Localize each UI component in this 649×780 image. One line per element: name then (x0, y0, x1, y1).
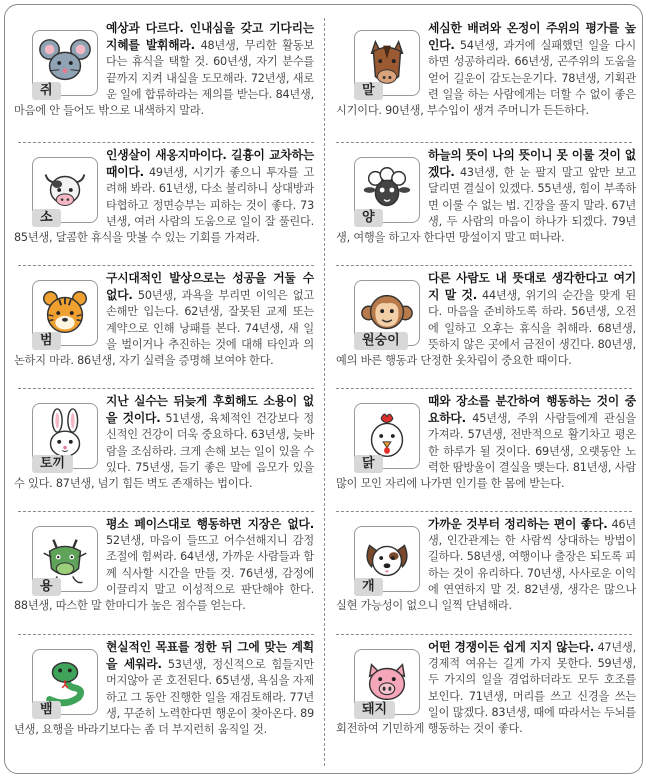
animal-label: 토끼 (32, 455, 73, 473)
fortune-headline: 가까운 것부터 정리하는 편이 좋다. (428, 517, 608, 531)
fortune-card-horse (336, 20, 636, 140)
row-divider (18, 142, 314, 143)
fortune-card-pig (336, 639, 636, 759)
fortune-headline: 지난 실수는 뒤늦게 후회해도 소용이 없을 것이다. (106, 394, 314, 426)
fortune-card-ox (14, 147, 314, 267)
fortune-body: 45년생, 주위 사람들에게 관심을 가져라. 57년생, 전반적으로 활기차고 평온한 하루가 될 것이다. 69년생, 오랫동안 노력한 땀방울이 결실을 맺는다. 81년생, 사람 많이 모인 자리에 나가면 인기를 한 몸에 받는다. (336, 412, 636, 491)
fortune-headline: 평소 페이스대로 행동하면 지장은 없다. (106, 517, 314, 531)
animal-label: 뱀 (32, 701, 61, 719)
fortune-body: 54년생, 과거에 실패했던 일을 다시 하면 성공하리라. 66년생, 곤주위의 도움을 얻어 길운이 감도는운기다. 78년생, 기획관련 일을 하는 사람에게는 더할 수 없이 좋은 시기이다. 90년생, 부수입이 생겨 주머니가 든든하다. (336, 39, 636, 118)
fortune-headline: 현실적인 목표를 정한 뒤 그에 맞는 계획을 세워라. (106, 640, 314, 672)
fortune-body: 47년생, 경제적 여유는 길게 가지 못한다. 59년생, 두 가지의 일을 겸업하더라도 모두 호조를 보인다. 71년생, 머리를 쓰고 신경을 쓰는 일이 많겠다. 83년생, 때에 따라서는 두뇌를 회전하여 기민하게 행동하는 것이 좋다. (336, 641, 636, 736)
animal-label: 돼지 (354, 701, 395, 719)
animal-label: 닭 (354, 455, 383, 473)
fortune-body: 43년생, 한 눈 팔지 말고 앞만 보고 달리면 결실이 있겠다. 55년생, 힘이 부족하면 이룰 수 없는 법. 긴장을 풀지 말라. 67년생, 두 사람의 마음이 하나가 되겠다. 79년생, 여행을 하고자 한다면 망설이지 말고 떠나라. (336, 166, 636, 245)
animal-label: 양 (354, 209, 383, 227)
animal-label: 말 (354, 82, 383, 100)
fortune-body: 44년생, 위기의 순간을 맞게 된다. 마음을 준비하도록 하라. 56년생, 오전에 일하고 오후는 휴식을 취해라. 68년생, 뜻하지 않은 곳에서 금전이 생긴다. 80년생, 예의 바른 행동과 단정한 옷차림이 중요한 때이다. (336, 289, 636, 368)
fortune-body: 52년생, 마음이 들뜨고 어수선해지니 감정 조절에 힘써라. 64년생, 가까운 사람들과 함께 식사할 시간을 만들 것. 76년생, 감정에 이끌리지 말고 이성적으로 판단해야 한다. 88년생, 따스한 말 한마디가 높은 점수를 얻는다. (14, 534, 314, 613)
animal-label: 쥐 (32, 82, 61, 100)
animal-label: 개 (354, 578, 383, 596)
fortune-card-rooster (336, 393, 636, 513)
fortune-headline: 구시대적인 발상으로는 성공을 거둘 수 없다. (106, 271, 314, 303)
fortune-card-sheep (336, 147, 636, 267)
fortune-headline: 어떤 경쟁이든 쉽게 지지 않는다. (428, 640, 595, 654)
fortune-headline: 때와 장소를 분간하여 행동하는 것이 중요하다. (428, 394, 636, 426)
animal-label: 용 (32, 578, 61, 596)
animal-label: 범 (32, 332, 61, 350)
fortune-card-rat (14, 20, 314, 140)
fortune-body: 46년생, 인간관계는 한 사람씩 상대하는 방법이 길하다. 58년생, 여행이나 출장은 되도록 피하는 것이 유리하다. 70년생, 사사로운 이익에 연연하지 말 것. 82년생, 생각은 많으나 실현 가능성이 없으니 일찍 단념해라. (336, 518, 636, 613)
column-divider (324, 18, 325, 766)
fortune-card-snake (14, 639, 314, 759)
fortune-headline: 예상과 다르다. 인내심을 갖고 기다리는 지혜를 발휘해라. (106, 21, 314, 53)
fortune-card-tiger (14, 270, 314, 390)
fortune-body: 49년생, 시기가 좋으니 투자를 고려해 봐라. 61년생, 다소 불리하니 상대방과 타협하고 정면승부는 피하는 것이 좋다. 73년생, 여러 사람의 도움으로 일이 잘 풀린다. 85년생, 달콤한 휴식을 맛볼 수 있는 기회를 가져라. (14, 166, 314, 245)
fortune-card-monkey (336, 270, 636, 390)
fortune-body: 48년생, 무리한 활동보다는 휴식을 택할 것. 60년생, 자기 분수를 끝까지 지켜 내실을 도모해라. 72년생, 새로운 일에 합류하라는 제의를 받는다. 84년생, 마음에 안 들어도 밖으로 내색하지 말라. (14, 39, 314, 118)
fortune-headline: 세심한 배려와 온정이 주위의 평가를 높인다. (428, 21, 636, 53)
fortune-headline: 하늘의 뜻이 나의 뜻이니 못 이룰 것이 없겠다. (428, 148, 636, 180)
fortune-body: 51년생, 육체적인 건강보다 정신적인 건강이 더욱 중요하다. 63년생, 늦바람을 조심하라. 크게 손해 보는 일이 있을 수 있다. 75년생, 듣기 좋은 말에 음모가 있을 수 있다. 87년생, 넘기 힘든 벽도 존재하는 법이다. (14, 412, 315, 491)
fortune-headline: 다른 사람도 내 뜻대로 생각한다고 여기지 말 것. (428, 271, 636, 303)
fortune-body: 53년생, 정신적으로 힘들지만 머지않아 곧 호전된다. 65년생, 욕심을 자제하고 그 동안 진행한 일을 재검토해라. 77년생, 꾸준히 노력한다면 행운이 찾아온다. 89년생, 요행을 바라기보다는 좀 더 부지런히 움직일 것. (14, 658, 314, 737)
row-divider (336, 142, 632, 143)
fortune-card-dog (336, 516, 636, 636)
fortune-body: 50년생, 과욕을 부리면 이익은 없고 손해만 입는다. 62년생, 잘못된 교제 또는 계약으로 인해 낭패를 본다. 74년생, 새 일을 벌이거나 추진하는 것에 대해 타인과 의논하지 마라. 86년생, 자기 실력을 증명해 보여야 한다. (14, 289, 314, 368)
fortune-headline: 인생살이 새옹지마이다. 길흉이 교차하는 때이다. (106, 148, 314, 180)
animal-label: 소 (32, 209, 61, 227)
fortune-card-rabbit (14, 393, 314, 513)
animal-label: 원숭이 (354, 332, 408, 350)
fortune-card-dragon (14, 516, 314, 636)
